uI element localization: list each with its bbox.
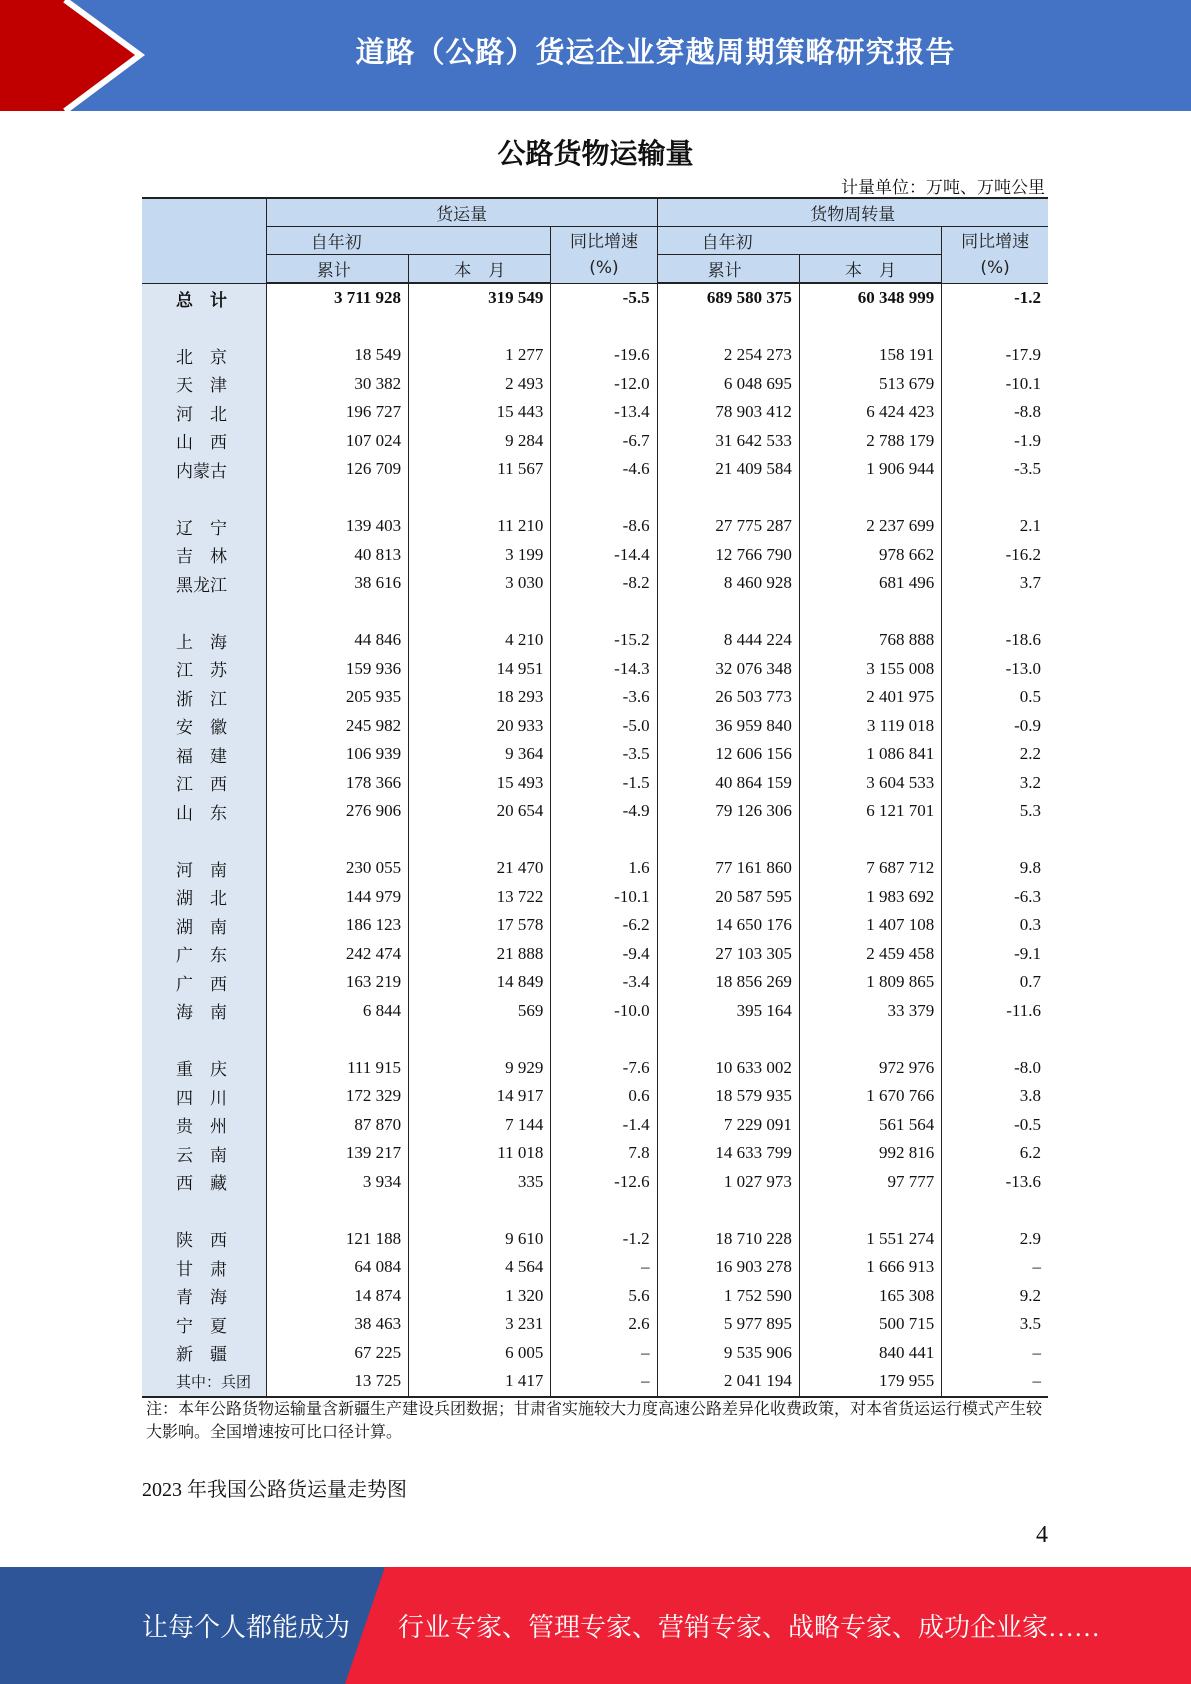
cell-turn-ytd: 7 229 091 xyxy=(657,1111,799,1140)
cell-vol-month: 17 578 xyxy=(409,911,551,940)
region-name: 黑龙江 xyxy=(142,569,266,598)
cell-vol-month: 13 722 xyxy=(409,883,551,912)
cell-turn-ytd: 36 959 840 xyxy=(657,712,799,741)
cell-vol-month: 14 951 xyxy=(409,655,551,684)
cell-turn-yoy: -6.3 xyxy=(1014,886,1041,906)
cell-vol-ytd: 159 936 xyxy=(266,655,408,684)
cell-turn-month: 972 976 xyxy=(799,1054,941,1083)
cell-vol-month: 335 xyxy=(409,1168,551,1197)
cell-vol-month: 21 470 xyxy=(409,854,551,883)
cell-vol-month: 18 293 xyxy=(409,683,551,712)
volume-group-header: 货运量 xyxy=(266,198,657,227)
cell-turn-month: 7 687 712 xyxy=(799,854,941,883)
region-name: 青海 xyxy=(142,1282,266,1311)
table-row xyxy=(142,1139,1048,1168)
region-name: 总 计 xyxy=(142,283,266,313)
volume-ytd-header: 自年初 xyxy=(266,227,551,255)
cell-turn-ytd: 8 460 928 xyxy=(657,569,799,598)
cell-turn-yoy: -8.8 xyxy=(1014,402,1041,422)
cell-vol-month: 1 417 xyxy=(409,1367,551,1397)
cell-turn-month: 500 715 xyxy=(799,1310,941,1339)
region-name: 其中：兵团 xyxy=(142,1367,266,1397)
cell-vol-ytd: 196 727 xyxy=(266,398,408,427)
cell-vol-month: 14 849 xyxy=(409,968,551,997)
cell-vol-ytd: 242 474 xyxy=(266,940,408,969)
cell-turn-ytd: 32 076 348 xyxy=(657,655,799,684)
cell-turn-month: 1 906 944 xyxy=(799,455,941,484)
table-row xyxy=(142,569,1048,598)
cell-turn-yoy: -8.0 xyxy=(1014,1057,1041,1077)
turnover-yoy-header: 同比增速 (%) xyxy=(942,227,1048,284)
cell-vol-ytd: 38 463 xyxy=(266,1310,408,1339)
cell-turn-yoy: 3.8 xyxy=(1019,1086,1041,1106)
cell-turn-yoy: -16.2 xyxy=(1005,544,1041,564)
cell-vol-month: 11 210 xyxy=(409,512,551,541)
cell-turn-yoy: 3.2 xyxy=(1019,772,1041,792)
cell-turn-yoy: 0.5 xyxy=(1019,687,1041,707)
cell-turn-ytd: 1 752 590 xyxy=(657,1282,799,1311)
cell-turn-yoy: 2.9 xyxy=(1019,1228,1041,1248)
cell-vol-yoy: -1.2 xyxy=(551,1225,657,1254)
cell-vol-month: 3 199 xyxy=(409,541,551,570)
cell-vol-ytd: 18 549 xyxy=(266,341,408,370)
cell-vol-yoy: 2.6 xyxy=(551,1310,657,1339)
total-row xyxy=(142,283,1048,313)
cell-vol-yoy: -3.5 xyxy=(551,740,657,769)
region-name: 安徽 xyxy=(142,712,266,741)
cell-vol-month: 21 888 xyxy=(409,940,551,969)
cell-turn-ytd: 31 642 533 xyxy=(657,427,799,456)
header-arrow-decoration xyxy=(0,0,160,111)
cell-vol-month: 3 030 xyxy=(409,569,551,598)
region-name: 重庆 xyxy=(142,1054,266,1083)
cell-vol-yoy: -8.2 xyxy=(551,569,657,598)
region-name: 内蒙古 xyxy=(142,455,266,484)
cell-turn-yoy: 0.3 xyxy=(1019,915,1041,935)
cell-turn-ytd: 21 409 584 xyxy=(657,455,799,484)
cell-turn-ytd: 12 606 156 xyxy=(657,740,799,769)
cell-turn-ytd: 9 535 906 xyxy=(657,1339,799,1368)
cell-turn-ytd: 689 580 375 xyxy=(657,283,799,313)
region-name: 海南 xyxy=(142,997,266,1026)
cell-vol-ytd: 64 084 xyxy=(266,1253,408,1282)
cell-turn-ytd: 12 766 790 xyxy=(657,541,799,570)
cell-turn-ytd: 20 587 595 xyxy=(657,883,799,912)
cell-vol-month: 9 284 xyxy=(409,427,551,456)
region-name: 浙江 xyxy=(142,683,266,712)
cell-vol-yoy: -10.1 xyxy=(551,883,657,912)
cell-turn-ytd: 10 633 002 xyxy=(657,1054,799,1083)
cell-turn-yoy: -0.5 xyxy=(1014,1114,1041,1134)
cell-vol-ytd: 172 329 xyxy=(266,1082,408,1111)
table-row xyxy=(142,1168,1048,1197)
turnover-group-header: 货物周转量 xyxy=(657,198,1048,227)
cell-vol-ytd: 121 188 xyxy=(266,1225,408,1254)
cell-turn-yoy: 2.1 xyxy=(1019,516,1041,536)
page-number: 4 xyxy=(1036,1522,1048,1548)
cell-turn-ytd: 6 048 695 xyxy=(657,370,799,399)
turnover-cumulative-header: 累计 xyxy=(657,255,799,284)
table-row xyxy=(142,997,1048,1026)
spacer-row xyxy=(142,1025,1048,1054)
cell-vol-month: 20 654 xyxy=(409,797,551,826)
cell-vol-yoy: -4.9 xyxy=(551,797,657,826)
cell-turn-month: 840 441 xyxy=(799,1339,941,1368)
cell-turn-ytd: 16 903 278 xyxy=(657,1253,799,1282)
table-row xyxy=(142,427,1048,456)
region-name: 云南 xyxy=(142,1139,266,1168)
table-row xyxy=(142,341,1048,370)
cell-vol-yoy: -3.6 xyxy=(551,683,657,712)
cell-turn-yoy: -13.0 xyxy=(1005,658,1041,678)
table-row xyxy=(142,940,1048,969)
unit-label: 计量单位：万吨、万吨公里 xyxy=(841,178,1045,198)
cell-turn-yoy: 3.7 xyxy=(1019,573,1041,593)
cell-vol-month: 569 xyxy=(409,997,551,1026)
cell-turn-month: 1 809 865 xyxy=(799,968,941,997)
table-row xyxy=(142,1111,1048,1140)
cell-turn-yoy: 9.8 xyxy=(1019,858,1041,878)
region-name: 江西 xyxy=(142,769,266,798)
region-name: 天津 xyxy=(142,370,266,399)
region-name: 吉林 xyxy=(142,541,266,570)
cell-vol-month: 11 018 xyxy=(409,1139,551,1168)
table-row xyxy=(142,541,1048,570)
cell-vol-ytd: 106 939 xyxy=(266,740,408,769)
cell-turn-ytd: 78 903 412 xyxy=(657,398,799,427)
freight-table xyxy=(142,197,1048,1398)
cell-turn-yoy: -13.6 xyxy=(1005,1171,1041,1191)
cell-vol-yoy: -4.6 xyxy=(551,455,657,484)
table-row xyxy=(142,911,1048,940)
cell-turn-month: 2 237 699 xyxy=(799,512,941,541)
cell-turn-ytd: 8 444 224 xyxy=(657,626,799,655)
cell-vol-yoy: -13.4 xyxy=(551,398,657,427)
region-name: 福建 xyxy=(142,740,266,769)
cell-turn-yoy: -1.2 xyxy=(1014,288,1041,307)
cell-turn-ytd: 14 650 176 xyxy=(657,911,799,940)
cell-vol-yoy: -6.2 xyxy=(551,911,657,940)
region-name: 甘肃 xyxy=(142,1253,266,1282)
cell-turn-yoy: 9.2 xyxy=(1019,1285,1041,1305)
cell-turn-yoy: -18.6 xyxy=(1005,630,1041,650)
cell-vol-month: 3 231 xyxy=(409,1310,551,1339)
cell-turn-ytd: 395 164 xyxy=(657,997,799,1026)
cell-turn-month: 97 777 xyxy=(799,1168,941,1197)
cell-vol-month: 1 320 xyxy=(409,1282,551,1311)
cell-vol-month: 4 564 xyxy=(409,1253,551,1282)
region-name: 四川 xyxy=(142,1082,266,1111)
cell-turn-ytd: 5 977 895 xyxy=(657,1310,799,1339)
table-row xyxy=(142,370,1048,399)
cell-vol-ytd: 245 982 xyxy=(266,712,408,741)
table-title: 公路货物运输量 xyxy=(497,137,694,170)
cell-vol-yoy: -5.0 xyxy=(551,712,657,741)
table-row xyxy=(142,1310,1048,1339)
cell-vol-ytd: 144 979 xyxy=(266,883,408,912)
cell-turn-ytd: 18 579 935 xyxy=(657,1082,799,1111)
cell-vol-ytd: 205 935 xyxy=(266,683,408,712)
page-header xyxy=(0,0,1191,111)
cell-vol-month: 20 933 xyxy=(409,712,551,741)
spacer-row xyxy=(142,826,1048,855)
cell-vol-ytd: 230 055 xyxy=(266,854,408,883)
cell-vol-ytd: 13 725 xyxy=(266,1367,408,1397)
chart-caption: 2023 年我国公路货运量走势图 xyxy=(142,1479,407,1501)
table-row xyxy=(142,655,1048,684)
cell-vol-yoy: -15.2 xyxy=(551,626,657,655)
cell-turn-month: 681 496 xyxy=(799,569,941,598)
cell-turn-yoy: 5.3 xyxy=(1019,801,1041,821)
cell-vol-yoy: -8.6 xyxy=(551,512,657,541)
cell-vol-ytd: 186 123 xyxy=(266,911,408,940)
cell-turn-month: 768 888 xyxy=(799,626,941,655)
cell-vol-ytd: 38 616 xyxy=(266,569,408,598)
cell-turn-yoy: -11.6 xyxy=(1006,1000,1041,1020)
footer-slogan-left: 让每个人都能成为 xyxy=(142,1613,351,1642)
table-row xyxy=(142,968,1048,997)
cell-turn-ytd: 1 027 973 xyxy=(657,1168,799,1197)
cell-vol-ytd: 178 366 xyxy=(266,769,408,798)
region-name: 河北 xyxy=(142,398,266,427)
cell-vol-ytd: 139 217 xyxy=(266,1139,408,1168)
region-name: 广东 xyxy=(142,940,266,969)
cell-vol-yoy: -12.0 xyxy=(551,370,657,399)
cell-vol-month: 9 610 xyxy=(409,1225,551,1254)
cell-turn-yoy: – xyxy=(1032,1342,1041,1362)
cell-turn-month: 2 401 975 xyxy=(799,683,941,712)
turnover-month-header: 本 月 xyxy=(799,255,941,284)
region-name: 上海 xyxy=(142,626,266,655)
cell-vol-ytd: 3 711 928 xyxy=(266,283,408,313)
table-row xyxy=(142,1253,1048,1282)
region-name: 北京 xyxy=(142,341,266,370)
cell-turn-yoy: – xyxy=(942,1367,1048,1397)
cell-turn-ytd: 18 856 269 xyxy=(657,968,799,997)
cell-vol-yoy: -1.5 xyxy=(551,769,657,798)
cell-turn-month: 2 459 458 xyxy=(799,940,941,969)
cell-turn-month: 6 424 423 xyxy=(799,398,941,427)
spacer-row xyxy=(142,1196,1048,1225)
region-name: 河南 xyxy=(142,854,266,883)
region-name: 宁夏 xyxy=(142,1310,266,1339)
region-name: 江苏 xyxy=(142,655,266,684)
cell-vol-ytd: 87 870 xyxy=(266,1111,408,1140)
cell-turn-yoy: -3.5 xyxy=(1014,459,1041,479)
cell-vol-month: 4 210 xyxy=(409,626,551,655)
region-name: 陕西 xyxy=(142,1225,266,1254)
region-name: 山西 xyxy=(142,427,266,456)
cell-turn-ytd: 27 103 305 xyxy=(657,940,799,969)
cell-turn-ytd: 27 775 287 xyxy=(657,512,799,541)
cell-vol-month: 7 144 xyxy=(409,1111,551,1140)
region-name: 贵州 xyxy=(142,1111,266,1140)
cell-turn-yoy: -9.1 xyxy=(1014,943,1041,963)
region-name: 广西 xyxy=(142,968,266,997)
cell-vol-month: 15 443 xyxy=(409,398,551,427)
table-row xyxy=(142,854,1048,883)
cell-turn-ytd: 26 503 773 xyxy=(657,683,799,712)
cell-turn-yoy: 3.5 xyxy=(1019,1314,1041,1334)
page-footer xyxy=(0,1567,1191,1684)
cell-turn-ytd: 14 633 799 xyxy=(657,1139,799,1168)
cell-vol-yoy: – xyxy=(551,1367,657,1397)
cell-vol-yoy: -5.5 xyxy=(551,283,657,313)
table-row xyxy=(142,797,1048,826)
cell-turn-ytd: 77 161 860 xyxy=(657,854,799,883)
cell-turn-month: 1 670 766 xyxy=(799,1082,941,1111)
cell-turn-month: 3 604 533 xyxy=(799,769,941,798)
cell-vol-ytd: 30 382 xyxy=(266,370,408,399)
cell-turn-yoy: -0.9 xyxy=(1014,715,1041,735)
cell-turn-month: 1 407 108 xyxy=(799,911,941,940)
cell-vol-yoy: -6.7 xyxy=(551,427,657,456)
cell-vol-month: 2 493 xyxy=(409,370,551,399)
cell-vol-ytd: 3 934 xyxy=(266,1168,408,1197)
table-row xyxy=(142,455,1048,484)
cell-turn-ytd: 2 254 273 xyxy=(657,341,799,370)
volume-yoy-header: 同比增速 (%) xyxy=(551,227,657,284)
table-row xyxy=(142,626,1048,655)
cell-turn-month: 561 564 xyxy=(799,1111,941,1140)
cell-vol-ytd: 139 403 xyxy=(266,512,408,541)
spacer-row xyxy=(142,598,1048,627)
cell-vol-ytd: 67 225 xyxy=(266,1339,408,1368)
cell-vol-ytd: 14 874 xyxy=(266,1282,408,1311)
cell-turn-yoy: 0.7 xyxy=(1019,972,1041,992)
cell-turn-month: 179 955 xyxy=(799,1367,941,1397)
cell-vol-ytd: 163 219 xyxy=(266,968,408,997)
cell-vol-ytd: 126 709 xyxy=(266,455,408,484)
region-name: 山东 xyxy=(142,797,266,826)
cell-turn-month: 3 155 008 xyxy=(799,655,941,684)
cell-vol-ytd: 111 915 xyxy=(266,1054,408,1083)
cell-turn-month: 1 551 274 xyxy=(799,1225,941,1254)
table-row xyxy=(142,1054,1048,1083)
cell-turn-month: 3 119 018 xyxy=(799,712,941,741)
cell-turn-ytd: 18 710 228 xyxy=(657,1225,799,1254)
cell-vol-yoy: – xyxy=(551,1339,657,1368)
cell-turn-month: 1 666 913 xyxy=(799,1253,941,1282)
cell-vol-month: 11 567 xyxy=(409,455,551,484)
cell-vol-ytd: 276 906 xyxy=(266,797,408,826)
cell-vol-ytd: 40 813 xyxy=(266,541,408,570)
cell-turn-month: 33 379 xyxy=(799,997,941,1026)
cell-vol-yoy: -14.3 xyxy=(551,655,657,684)
cell-turn-month: 6 121 701 xyxy=(799,797,941,826)
table-row xyxy=(142,1282,1048,1311)
table-row xyxy=(142,712,1048,741)
cell-vol-ytd: 44 846 xyxy=(266,626,408,655)
cell-vol-yoy: 7.8 xyxy=(551,1139,657,1168)
cell-vol-yoy: -7.6 xyxy=(551,1054,657,1083)
cell-vol-ytd: 107 024 xyxy=(266,427,408,456)
cell-turn-month: 978 662 xyxy=(799,541,941,570)
cell-vol-yoy: -12.6 xyxy=(551,1168,657,1197)
cell-turn-ytd: 40 864 159 xyxy=(657,769,799,798)
spacer-row xyxy=(142,313,1048,342)
table-row xyxy=(142,398,1048,427)
cell-vol-yoy: 5.6 xyxy=(551,1282,657,1311)
cell-turn-yoy: -17.9 xyxy=(1005,345,1041,365)
table-note: 注：本年公路货物运输量含新疆生产建设兵团数据；甘肃省实施较大力度高速公路差异化收费政策，对本省货运运行模式产生较大影响。全国增速按可比口径计算。 xyxy=(146,1399,1043,1441)
cell-vol-month: 6 005 xyxy=(409,1339,551,1368)
cell-turn-month: 158 191 xyxy=(799,341,941,370)
table-row xyxy=(142,1225,1048,1254)
turnover-ytd-header: 自年初 xyxy=(657,227,942,255)
cell-vol-yoy: -9.4 xyxy=(551,940,657,969)
cell-turn-month: 1 086 841 xyxy=(799,740,941,769)
table-row xyxy=(142,683,1048,712)
table-row xyxy=(142,769,1048,798)
cell-vol-yoy: -3.4 xyxy=(551,968,657,997)
region-name: 辽宁 xyxy=(142,512,266,541)
cell-turn-month: 513 679 xyxy=(799,370,941,399)
cell-vol-month: 9 929 xyxy=(409,1054,551,1083)
cell-vol-month: 319 549 xyxy=(409,283,551,313)
cell-vol-ytd: 6 844 xyxy=(266,997,408,1026)
cell-turn-yoy: – xyxy=(1032,1257,1041,1277)
region-name: 西藏 xyxy=(142,1168,266,1197)
cell-vol-yoy: -10.0 xyxy=(551,997,657,1026)
region-name: 湖南 xyxy=(142,911,266,940)
cell-turn-month: 2 788 179 xyxy=(799,427,941,456)
cell-vol-yoy: – xyxy=(551,1253,657,1282)
footer-slogan-right: 行业专家、管理专家、营销专家、战略专家、成功企业家…… xyxy=(398,1613,1101,1642)
cell-turn-month: 60 348 999 xyxy=(799,283,941,313)
cell-turn-yoy: -10.1 xyxy=(1005,373,1041,393)
region-column-header xyxy=(142,198,266,283)
cell-vol-yoy: 0.6 xyxy=(551,1082,657,1111)
cell-vol-month: 14 917 xyxy=(409,1082,551,1111)
cell-turn-yoy: -1.9 xyxy=(1014,430,1041,450)
cell-turn-month: 992 816 xyxy=(799,1139,941,1168)
cell-vol-yoy: 1.6 xyxy=(551,854,657,883)
cell-vol-month: 9 364 xyxy=(409,740,551,769)
cell-vol-month: 15 493 xyxy=(409,769,551,798)
cell-vol-yoy: -19.6 xyxy=(551,341,657,370)
cell-turn-month: 165 308 xyxy=(799,1282,941,1311)
table-row xyxy=(142,1367,1048,1397)
cell-vol-yoy: -1.4 xyxy=(551,1111,657,1140)
table-row xyxy=(142,512,1048,541)
table-body xyxy=(142,283,1048,1397)
cell-turn-yoy: 2.2 xyxy=(1019,744,1041,764)
cell-turn-month: 1 983 692 xyxy=(799,883,941,912)
volume-month-header: 本 月 xyxy=(409,255,551,284)
table-row xyxy=(142,740,1048,769)
region-name: 湖北 xyxy=(142,883,266,912)
cell-turn-yoy: 6.2 xyxy=(1019,1143,1041,1163)
region-name: 新疆 xyxy=(142,1339,266,1368)
table-row xyxy=(142,883,1048,912)
spacer-row xyxy=(142,484,1048,513)
table-row xyxy=(142,1082,1048,1111)
cell-vol-yoy: -14.4 xyxy=(551,541,657,570)
cell-turn-ytd: 2 041 194 xyxy=(657,1367,799,1397)
volume-cumulative-header: 累计 xyxy=(266,255,408,284)
cell-turn-ytd: 79 126 306 xyxy=(657,797,799,826)
cell-vol-month: 1 277 xyxy=(409,341,551,370)
header-title: 道路（公路）货运企业穿越周期策略研究报告 xyxy=(355,34,956,69)
table-row xyxy=(142,1339,1048,1368)
